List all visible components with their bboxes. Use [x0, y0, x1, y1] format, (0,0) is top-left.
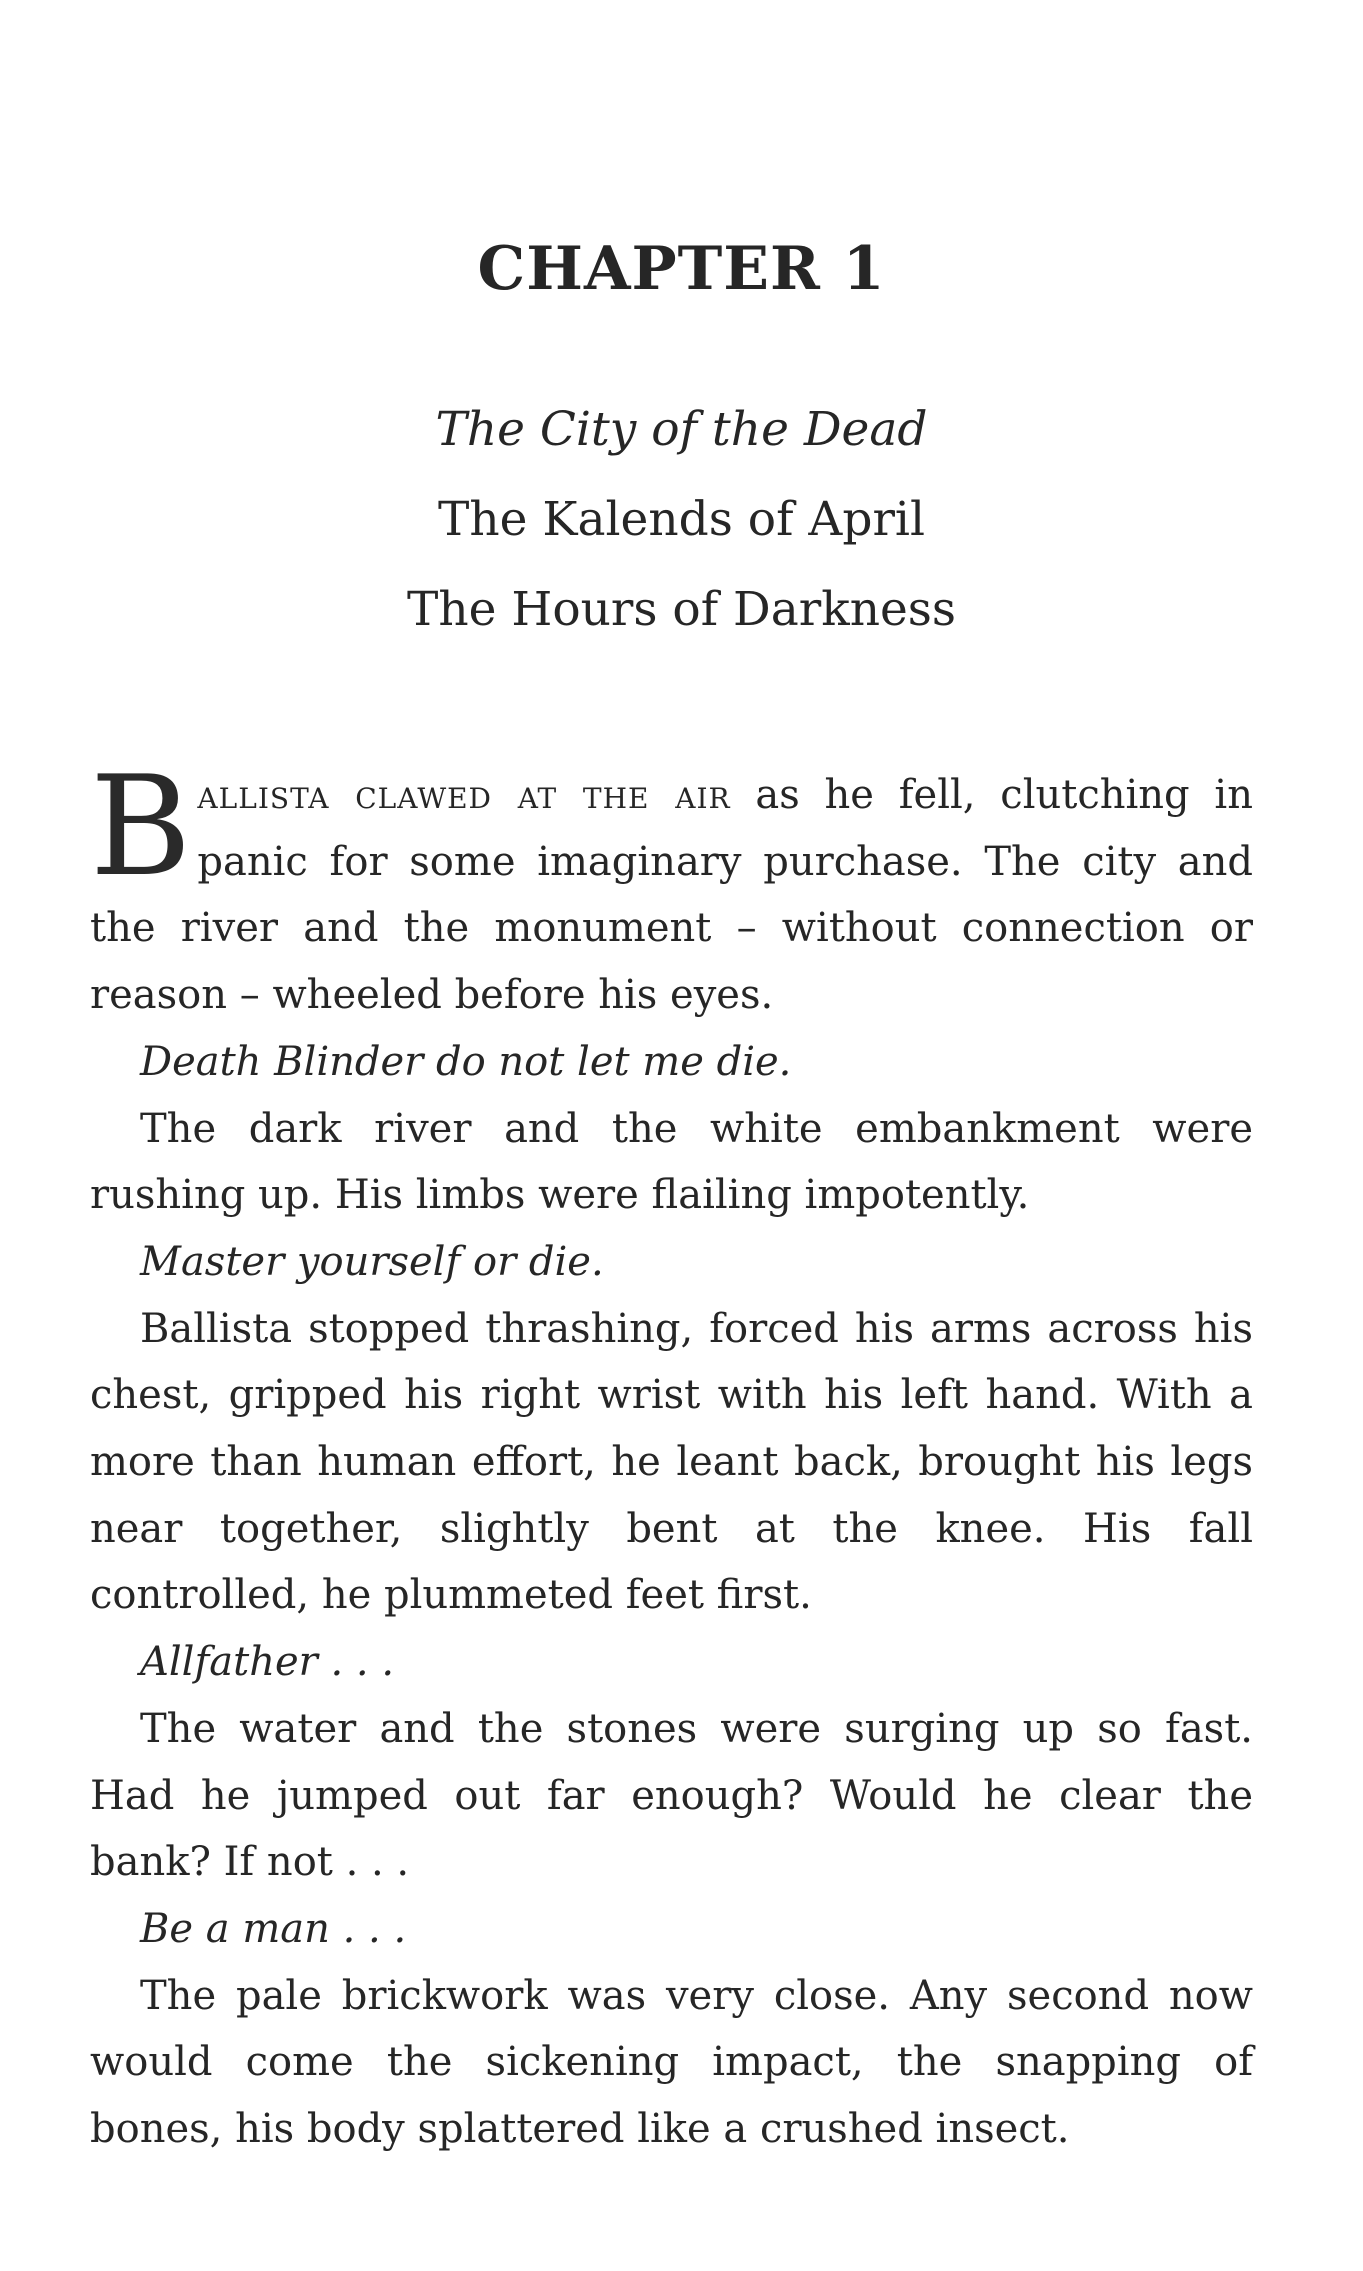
- paragraph-2: Death Blinder do not let me die.: [140, 1038, 792, 1085]
- subtitle-place: The City of the Dead: [435, 402, 928, 457]
- opening-smallcaps: allista clawed at the air: [197, 772, 731, 818]
- paragraph-9: The pale brickwork was very close. Any second now would come the sickening impact, the snapping of bones, his body splattered like a crushed insect.: [90, 1972, 1253, 2153]
- paragraph-1: [90, 746, 1253, 1029]
- paragraph-4: Master yourself or die.: [140, 1238, 604, 1285]
- subtitle-time: The Hours of Darkness: [406, 582, 957, 637]
- paragraph-5: Ballista stopped thrashing, forced his arms across his chest, gripped his right wrist with his left hand. With a more than human effort, he leant back, brought his legs near together, slightly bent at the knee. His fall controlled, he plummeted feet first.: [90, 1305, 1253, 1619]
- chapter-body: [90, 746, 1253, 2163]
- chapter-subtitles: [0, 385, 1363, 655]
- paragraph-7: The water and the stones were surging up so fast. Had he jumped out far enough? Would he clear the bank? If not . . .: [90, 1705, 1253, 1886]
- subtitle-date: The Kalends of April: [438, 492, 925, 547]
- paragraph-8: Be a man . . .: [140, 1905, 407, 1952]
- chapter-title: CHAPTER 1: [477, 234, 886, 304]
- paragraph-1-text: as he fell, clutching in panic for some imaginary purchase. The city and the river and the monument – without connection or reason – wheeled before his eyes.: [90, 772, 1253, 1019]
- paragraph-6: Allfather . . .: [140, 1639, 395, 1686]
- drop-cap: B: [90, 746, 192, 907]
- paragraph-3: The dark river and the white embankment were rushing up. His limbs were flailing impotently.: [90, 1105, 1253, 1219]
